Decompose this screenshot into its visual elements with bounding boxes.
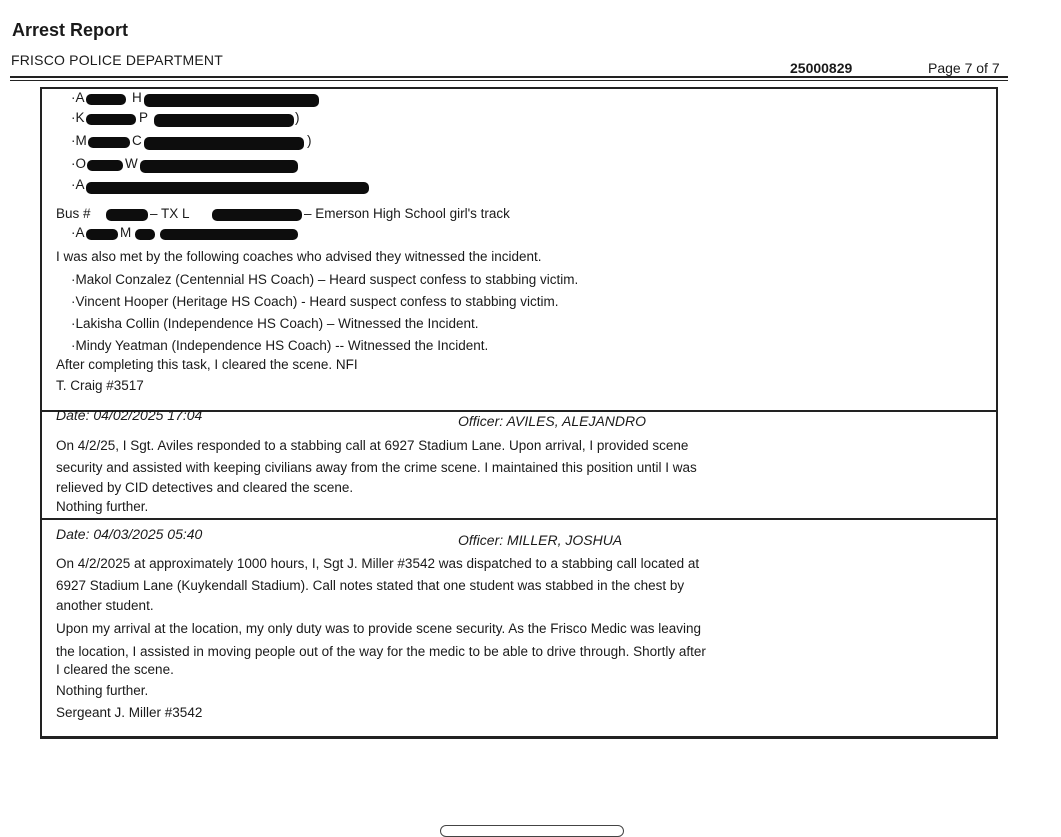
- redaction-bar: [154, 114, 294, 127]
- redaction-bar: [86, 114, 136, 125]
- closing-note: After completing this task, I cleared the scene. NFI: [56, 357, 358, 372]
- redaction-bar: [144, 137, 304, 150]
- coaches-intro: I was also met by the following coaches who advised they witnessed the incident.: [56, 249, 542, 264]
- witness-fragment: C: [132, 133, 142, 148]
- redaction-bar: [86, 182, 369, 194]
- entry-date: Date: 04/03/2025 05:40: [56, 526, 203, 542]
- entry-divider: [42, 518, 996, 520]
- narrative-line: Nothing further.: [56, 683, 149, 698]
- report-box: [40, 87, 998, 739]
- coach-item: ·Makol Conzalez (Centennial HS Coach) – Heard suspect confess to stabbing victim.: [71, 272, 579, 287]
- redaction-bar: [212, 209, 302, 221]
- bus-description: – Emerson High School girl's track: [304, 206, 510, 221]
- narrative-line: Nothing further.: [56, 499, 149, 514]
- narrative-line: I cleared the scene.: [56, 662, 174, 677]
- witness-fragment: P: [139, 110, 149, 125]
- redaction-bar: [88, 137, 130, 148]
- narrative-line: another student.: [56, 598, 154, 613]
- redaction-bar: [106, 209, 148, 221]
- witness-item: ·M: [71, 133, 87, 148]
- officer-signature: T. Craig #3517: [56, 378, 144, 393]
- witness-fragment: ): [307, 133, 312, 148]
- narrative-line: security and assisted with keeping civilians away from the crime scene. I maintained this position until I was: [56, 460, 697, 475]
- redaction-bar: [140, 160, 298, 173]
- narrative-line: On 4/2/2025 at approximately 1000 hours, I, Sgt J. Miller #3542 was dispatched to a stabbing call located at: [56, 556, 700, 571]
- redaction-bar: [144, 94, 319, 107]
- redaction-bar: [160, 229, 298, 240]
- witness-fragment: H: [132, 90, 142, 105]
- witness-fragment: M: [120, 225, 132, 240]
- entry-officer: Officer: MILLER, JOSHUA: [458, 532, 623, 548]
- redaction-bar: [135, 229, 155, 240]
- narrative-line: Upon my arrival at the location, my only duty was to provide scene security. As the Frisco Medic was leaving: [56, 621, 702, 636]
- officer-signature: Sergeant J. Miller #3542: [56, 705, 203, 720]
- bus-state: – TX L: [150, 206, 190, 221]
- narrative-line: the location, I assisted in moving people out of the way for the medic to be able to drive through. Shortly after: [56, 644, 706, 659]
- witness-item: ·A: [71, 90, 85, 105]
- coach-item: ·Vincent Hooper (Heritage HS Coach) - Heard suspect confess to stabbing victim.: [71, 294, 559, 309]
- header-rule: [10, 76, 1008, 81]
- page-number: Page 7 of 7: [928, 60, 1000, 76]
- case-number: 25000829: [790, 60, 853, 76]
- home-indicator[interactable]: [440, 825, 624, 837]
- entry-date: Date: 04/02/2025 17:04: [56, 407, 203, 423]
- witness-item: ·O: [71, 156, 86, 171]
- department-name: FRISCO POLICE DEPARTMENT: [11, 52, 223, 68]
- redaction-bar: [86, 94, 126, 105]
- entry-officer: Officer: AVILES, ALEJANDRO: [458, 413, 647, 429]
- bus-label: Bus #: [56, 206, 91, 221]
- witness-fragment: ): [295, 110, 300, 125]
- narrative-line: On 4/2/25, I Sgt. Aviles responded to a stabbing call at 6927 Stadium Lane. Upon arrival, I provided scene: [56, 438, 689, 453]
- witness-fragment: W: [125, 156, 138, 171]
- coach-item: ·Lakisha Collin (Independence HS Coach) – Witnessed the Incident.: [71, 316, 479, 331]
- narrative-line: 6927 Stadium Lane (Kuykendall Stadium). Call notes stated that one student was stabbed in the chest by: [56, 578, 685, 593]
- coach-item: ·Mindy Yeatman (Independence HS Coach) -- Witnessed the Incident.: [71, 338, 489, 353]
- narrative-line: relieved by CID detectives and cleared the scene.: [56, 480, 354, 495]
- page-title: Arrest Report: [12, 20, 129, 40]
- redaction-bar: [87, 160, 123, 171]
- redaction-bar: [86, 229, 118, 240]
- witness-item: ·A: [71, 225, 85, 240]
- witness-item: ·A: [71, 177, 85, 192]
- witness-item: ·K: [71, 110, 85, 125]
